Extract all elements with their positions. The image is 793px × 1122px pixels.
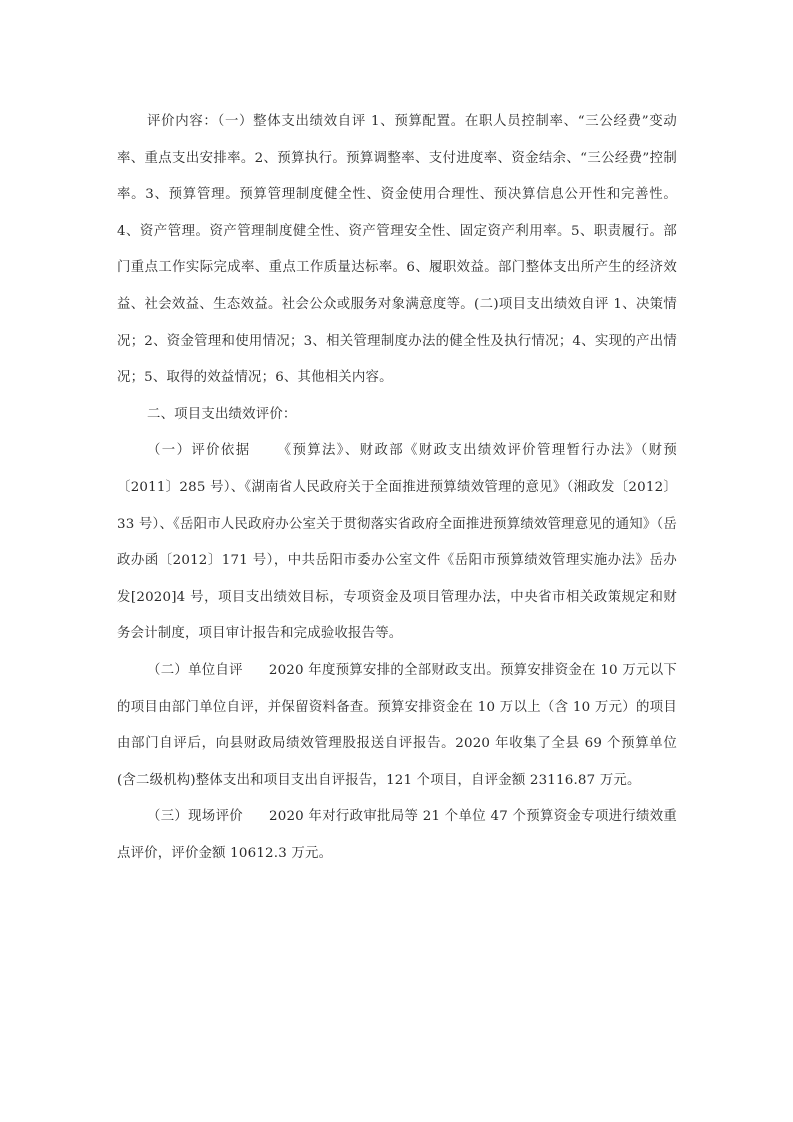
evaluation-content-paragraph: 评价内容：（一）整体支出绩效自评 1、预算配置。在职人员控制率、“三公经费”变动率、重点支出安排率。2、预算执行。预算调整率、支付进度率、资金结余、“三公经费”控制率。3、预算管理。预算管理制度健全性、资金使用合理性、预决算信息公开性和完善性。4、资产管理。资产管理制度健全性、资产管理安全性、固定资产利用率。5、职责履行。部门重点工作实际完成率、重点工作质量达标率。6、履职效益。部门整体支出所产生的经济效益、社会效益、生态效益。社会公众或服务对象满意度等。(二)项目支出绩效自评 1、决策情况；2、资金管理和使用情况；3、相关管理制度办法的健全性及执行情况；4、实现的产出情况；5、取得的效益情况；6、其他相关内容。 [117, 114, 677, 386]
onsite-evaluation-paragraph [117, 799, 677, 872]
section-heading-project-evaluation: 二、项目支出绩效评价： [147, 406, 297, 422]
unit-self-evaluation-paragraph [117, 653, 677, 799]
evaluation-basis-text: 《预算法》、财政部《财政支出绩效评价管理暂行办法》（财预〔2011〕285 号）、《湖南省人民政府关于全面推进预算绩效管理的意见》（湘政发〔2012〕33 号）、《岳阳市人民政府办公室关于贯彻落实省政府全面推进预算绩效管理意见的通知》（岳政办函〔2012〕171 号），中共岳阳市委办公室文件《岳阳市预算绩效管理实施办法》岳办发[2020]4 号，项目支出绩效目标，专项资金及项目管理办法，中央省市相关政策规定和财务会计制度，项目审计报告和完成验收报告等。 [117, 443, 677, 642]
onsite-evaluation-label: （三）现场评价 [147, 809, 244, 825]
unit-self-evaluation-label: （二）单位自评 [147, 662, 243, 678]
evaluation-basis-label: （一）评价依据 [147, 443, 251, 459]
evaluation-basis-paragraph [117, 433, 677, 653]
document-body [117, 104, 677, 872]
unit-self-evaluation-text: 2020 年度预算安排的全部财政支出。预算安排资金在 10 万元以下的项目由部门单位自评，并保留资料备查。预算安排资金在 10 万以上（含 10 万元）的项目由部门自评后，向县财政局绩效管理股报送自评报告。2020 年收集了全县 69 个预算单位(含二级机构)整体支出和项目支出自评报告，121 个项目，自评金额 23116.87 万元。 [117, 662, 677, 788]
onsite-evaluation-text: 2020 年对行政审批局等 21 个单位 47 个预算资金专项进行绩效重点评价，评价金额 10612.3 万元。 [117, 809, 677, 861]
